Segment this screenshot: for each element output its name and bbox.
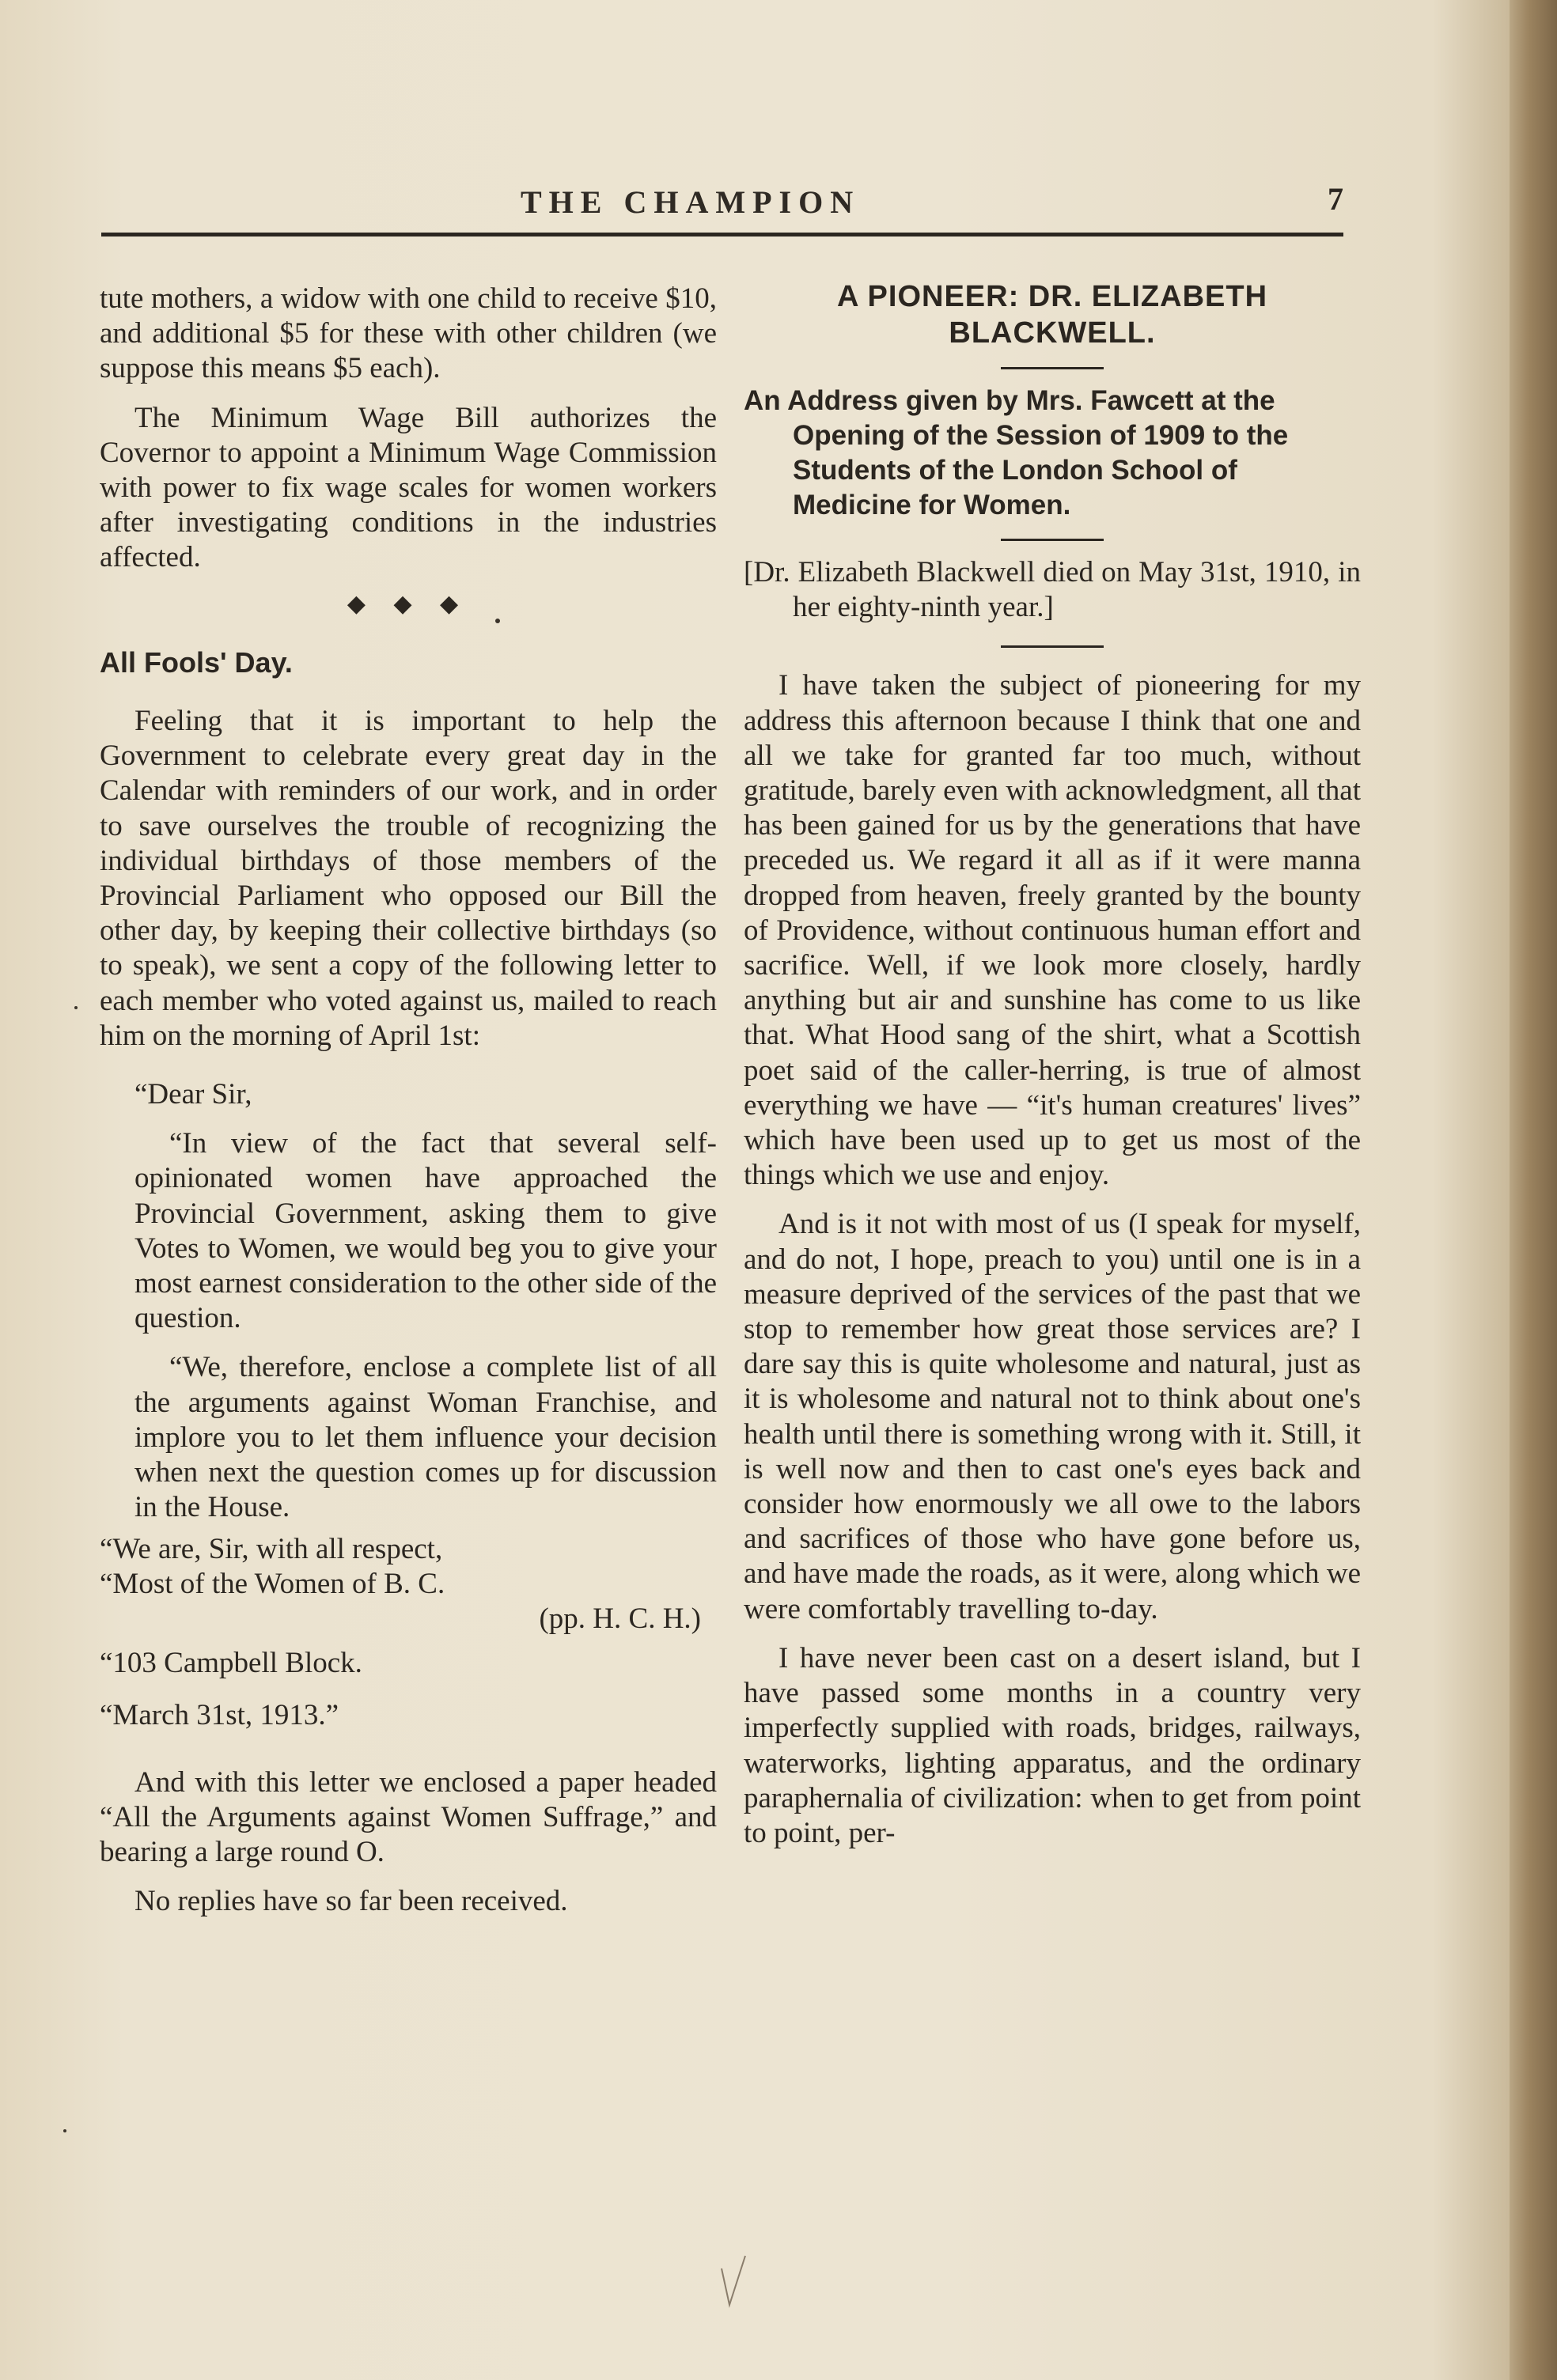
binding-edge <box>1510 0 1557 2380</box>
pencil-check-mark <box>718 2254 750 2310</box>
publication-title: THE CHAMPION <box>521 184 861 220</box>
page-number: 7 <box>1328 181 1343 217</box>
letter-block <box>100 1077 717 1733</box>
letter-address: “103 Campbell Block. <box>100 1647 362 1680</box>
section-ornament: ◆ ◆ ◆ <box>347 590 470 617</box>
enclosure-paragraph: And with this letter we enclosed a paper headed “All the Arguments against Women Suffrage,” and bearing a large round O. <box>100 1765 717 1868</box>
section-heading: All Fools' Day. <box>100 645 293 679</box>
editor-note: [Dr. Elizabeth Blackwell died on May 31st, 1910, in her eighty-ninth year.] <box>744 556 1361 624</box>
letter-paragraph: “We, therefore, enclose a complete list of all the arguments against Woman Franchise, and implore you to let them influence your decision when next the question comes up for discussion in the House. <box>134 1351 717 1524</box>
title-rule <box>1001 367 1104 369</box>
letter-signature: “Most of the Women of B. C. <box>100 1567 445 1600</box>
article-subtitle: An Address given by Mrs. Fawcett at the Opening of the Session of 1909 to the Students of the London School of Medicine for Women. <box>744 385 1289 520</box>
closing-line: No replies have so far been received. <box>134 1885 568 1918</box>
letter-paragraph: “In view of the fact that several self-opinionated women have approached the Provincial Government, asking them to give Votes to Women, we would beg you to give your most earnest consideration to the other side of the question. <box>134 1127 717 1335</box>
header-rule <box>101 233 1343 236</box>
letter-date: “March 31st, 1913.” <box>100 1699 339 1732</box>
letter-signature-note: (pp. H. C. H.) <box>539 1602 701 1635</box>
article-paragraph: And is it not with most of us (I speak for myself, and do not, I hope, preach to you) until one is in a measure deprived of the services of the past that we stop to remember how great those services are? I dare say this is quite wholesome and natural, just as it is wholesome and natural not to think about one's health until there is something wrong with it. Still, it is well now and then to cast one's eyes back and consider how enormously we all owe to the labors and sacrifices of those who have gone before us, and have made the roads, as it were, along which we were comfortably travelling to-day. <box>744 1208 1361 1625</box>
letter-signoff: “We are, Sir, with all respect, <box>100 1532 443 1565</box>
letter-salutation: “Dear Sir, <box>134 1078 252 1111</box>
ink-speck <box>495 619 500 623</box>
article-paragraph: I have never been cast on a desert island, but I have passed some months in a country very imperfectly supplied with roads, bridges, railways, waterworks, lighting apparatus, and the ordinary paraphernalia of civilization: when to get from point to point, per- <box>744 1641 1361 1849</box>
left-column <box>100 282 717 1919</box>
note-rule <box>1001 645 1104 648</box>
article-paragraph: I have taken the subject of pioneering for my address this afternoon because I think that one and all we take for granted far too much, without gratitude, barely even with acknowledgment, all that has been gained for us by the generations that have preceded us. We regard it all as if it were manna dropped from heaven, freely granted by the bounty of Providence, without continuous human effort and sacrifice. Well, if we look more closely, hardly anything but air and sunshine has come to us like that. What Hood sang of the shirt, what a Scottish poet said of the caller-herring, is true of almost everything we have — “it's human creatures' lives” which have been used up to get us most of the things which we use and enjoy. <box>744 669 1361 1192</box>
page-header <box>101 181 1343 247</box>
subtitle-rule <box>1001 539 1104 541</box>
continued-paragraph: tute mothers, a widow with one child to receive $10, and additional $5 for these with other children (we suppose this means $5 each). <box>100 282 717 385</box>
fools-day-paragraph: Feeling that it is important to help the Government to celebrate every great day in the Calendar with reminders of our work, and in order to save ourselves the trouble of recognizing the individual birthdays of those members of the Provincial Parliament who opposed our Bill the other day, by keeping their collective birthdays (so to speak), we sent a copy of the following letter to each member who voted against us, mailed to reach him on the morning of April 1st: <box>100 705 717 1052</box>
right-column <box>744 278 1361 1851</box>
minimum-wage-paragraph: The Minimum Wage Bill authorizes the Covernor to appoint a Minimum Wage Commission with power to fix wage scales for women workers after investigating conditions in the industries affected. <box>100 401 717 574</box>
ink-speck <box>63 2129 66 2132</box>
ink-speck <box>74 1006 78 1009</box>
article-title: A PIONEER: DR. ELIZABETH BLACKWELL. <box>836 280 1268 350</box>
